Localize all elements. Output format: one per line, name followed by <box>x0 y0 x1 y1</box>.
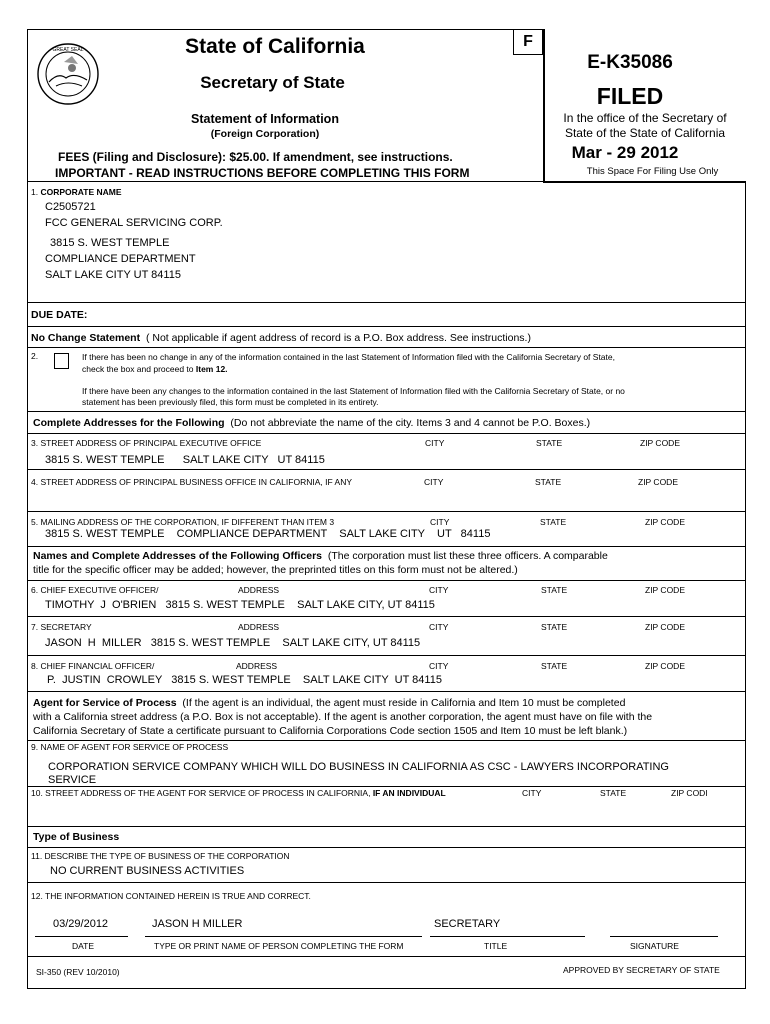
filing-date: Mar - 29 2012 <box>571 143 679 162</box>
item11-value: NO CURRENT BUSINESS ACTIVITIES <box>50 865 245 877</box>
divider <box>28 546 746 547</box>
item5-state-header: STATE <box>540 517 567 527</box>
item3-zip-header: ZIP CODE <box>640 438 680 448</box>
divider <box>28 786 746 787</box>
item9-value-line1: CORPORATION SERVICE COMPANY WHICH WILL DO BUSINESS IN CALIFORNIA AS CSC - LAWYERS INCORPORATING <box>48 761 669 773</box>
corporate-addr2: COMPLIANCE DEPARTMENT <box>45 253 196 265</box>
item6-label: 6. CHIEF EXECUTIVE OFFICER/ <box>31 585 159 595</box>
item8-state-header: STATE <box>541 661 568 671</box>
officers-heading-line2: title for the specific officer may be added; however, the preprinted titles on this form must not be altered.) <box>33 564 518 576</box>
item7-address-header: ADDRESS <box>238 622 280 632</box>
fees-line: FEES (Filing and Disclosure): $25.00. If amendment, see instructions. <box>58 150 453 164</box>
cert-name-label: TYPE OR PRINT NAME OF PERSON COMPLETING THE FORM <box>154 941 404 951</box>
no-change-text1: If there has been no change in any of the information contained in the last Statement of Information filed with the California Secretary of State, <box>82 352 615 362</box>
item8-value: P. JUSTIN CROWLEY 3815 S. WEST TEMPLE SALT LAKE CITY UT 84115 <box>47 674 442 686</box>
item6-zip-header: ZIP CODE <box>645 585 685 595</box>
item3-value: 3815 S. WEST TEMPLE SALT LAKE CITY UT 84115 <box>45 454 325 466</box>
divider <box>28 302 746 303</box>
item4-zip-header: ZIP CODE <box>638 477 678 487</box>
item5-value: 3815 S. WEST TEMPLE COMPLIANCE DEPARTMENT SALT LAKE CITY UT 84115 <box>45 528 491 540</box>
office-title: Secretary of State <box>200 73 345 92</box>
form-subtitle: (Foreign Corporation) <box>210 128 320 140</box>
cert-title-label: TITLE <box>484 941 508 951</box>
corporate-name: FCC GENERAL SERVICING CORP. <box>45 217 223 229</box>
item7-label: 7. SECRETARY <box>31 622 92 632</box>
item2-num: 2. <box>31 351 39 361</box>
divider <box>28 956 746 957</box>
signature-line <box>610 936 718 937</box>
item3-label: 3. STREET ADDRESS OF PRINCIPAL EXECUTIVE OFFICE <box>31 438 262 448</box>
approved-note: APPROVED BY SECRETARY OF STATE <box>563 965 720 975</box>
filing-use-note: This Space For Filing Use Only <box>586 166 719 177</box>
addresses-heading: Complete Addresses for the Following (Do not abbreviate the name of the city. Items 3 and 4 cannot be P.O. Boxes.) <box>33 417 591 429</box>
no-change-text2: check the box and proceed to Item 12. <box>82 364 228 374</box>
item10-state-header: STATE <box>600 788 627 798</box>
item6-address-header: ADDRESS <box>238 585 280 595</box>
no-change-text3: If there have been any changes to the information contained in the last Statement of Information filed with the California Secretary of State, or no <box>82 386 625 396</box>
item6-value: TIMOTHY J O'BRIEN 3815 S. WEST TEMPLE SALT LAKE CITY, UT 84115 <box>45 599 435 611</box>
item5-label: 5. MAILING ADDRESS OF THE CORPORATION, IF DIFFERENT THAN ITEM 3 <box>31 517 335 527</box>
cert-name-value: JASON H MILLER <box>152 918 243 930</box>
corporate-addr3: SALT LAKE CITY UT 84115 <box>45 269 181 281</box>
divider <box>28 511 746 512</box>
due-date-label: DUE DATE: <box>31 309 88 321</box>
divider <box>543 182 746 183</box>
item1-label: 1. CORPORATE NAME <box>31 187 122 197</box>
item9-value-line2: SERVICE <box>48 774 97 785</box>
title-signature-line <box>430 936 585 937</box>
item10-zip-header: ZIP CODI <box>671 788 708 798</box>
cert-signature-label: SIGNATURE <box>630 941 679 951</box>
item8-zip-header: ZIP CODE <box>645 661 685 671</box>
item7-state-header: STATE <box>541 622 568 632</box>
no-change-heading: No Change Statement ( Not applicable if agent address of record is a P.O. Box address. See instructions.) <box>31 332 531 344</box>
item8-address-header: ADDRESS <box>236 661 278 671</box>
divider <box>28 616 746 617</box>
agent-line2: with a California street address (a P.O. Box is not acceptable). If the agent is another corporation, the agent must have on file with the <box>33 711 653 723</box>
form-id: SI-350 (REV 10/2010) <box>36 967 120 977</box>
item10-label: 10. STREET ADDRESS OF THE AGENT FOR SERVICE OF PROCESS IN CALIFORNIA, IF AN INDIVIDUAL <box>31 788 446 798</box>
filing-status: FILED <box>596 83 664 109</box>
divider <box>28 469 746 470</box>
item4-city-header: CITY <box>424 477 444 487</box>
item5-zip-header: ZIP CODE <box>645 517 685 527</box>
no-change-text4: statement has been previously filed, this form must be completed in its entirety. <box>82 397 379 407</box>
item8-label: 8. CHIEF FINANCIAL OFFICER/ <box>31 661 155 671</box>
no-change-checkbox[interactable] <box>54 353 69 369</box>
item9-label: 9. NAME OF AGENT FOR SERVICE OF PROCESS <box>31 742 229 752</box>
divider <box>28 326 746 327</box>
item10-city-header: CITY <box>522 788 542 798</box>
form-letter-box: F <box>513 30 543 55</box>
divider <box>28 580 746 581</box>
item7-value: JASON H MILLER 3815 S. WEST TEMPLE SALT LAKE CITY, UT 84115 <box>45 637 421 649</box>
business-heading: Type of Business <box>33 831 120 843</box>
item5-city-header: CITY <box>430 517 450 527</box>
divider <box>28 433 746 434</box>
divider <box>28 411 746 412</box>
filing-office-line1: In the office of the Secretary of <box>563 111 727 125</box>
item4-state-header: STATE <box>535 477 562 487</box>
divider <box>28 691 746 692</box>
officers-heading: Names and Complete Addresses of the Following Officers (The corporation must list these three officers. A comparable <box>33 550 608 562</box>
svg-text:GREAT SEAL: GREAT SEAL <box>52 47 84 53</box>
name-signature-line <box>145 936 422 937</box>
item6-state-header: STATE <box>541 585 568 595</box>
filing-number: E-K35086 <box>587 52 673 73</box>
state-title: State of California <box>185 35 365 58</box>
corporate-addr1: 3815 S. WEST TEMPLE <box>50 237 170 249</box>
item3-state-header: STATE <box>536 438 563 448</box>
cert-date-label: DATE <box>72 941 95 951</box>
date-signature-line <box>35 936 128 937</box>
agent-line3: California Secretary of State a certificate pursuant to California Corporations Code section 1505 and Item 10 must be left blank.) <box>33 725 628 737</box>
item3-city-header: CITY <box>425 438 445 448</box>
divider <box>28 847 746 848</box>
item7-city-header: CITY <box>429 622 449 632</box>
important-line: IMPORTANT - READ INSTRUCTIONS BEFORE COMPLETING THIS FORM <box>55 166 470 180</box>
cert-date-value: 03/29/2012 <box>53 918 109 930</box>
item4-label: 4. STREET ADDRESS OF PRINCIPAL BUSINESS OFFICE IN CALIFORNIA, IF ANY <box>31 477 353 487</box>
form-title: Statement of Information <box>191 112 339 126</box>
item6-city-header: CITY <box>429 585 449 595</box>
divider <box>28 740 746 741</box>
agent-heading: Agent for Service of Process (If the agent is an individual, the agent must reside in California and Item 10 must be completed <box>33 697 626 709</box>
corporate-number: C2505721 <box>45 201 96 213</box>
cert-title-value: SECRETARY <box>434 918 501 930</box>
divider <box>28 655 746 656</box>
divider <box>28 347 746 348</box>
item11-label: 11. DESCRIBE THE TYPE OF BUSINESS OF THE CORPORATION <box>31 851 290 861</box>
divider <box>28 882 746 883</box>
item8-city-header: CITY <box>429 661 449 671</box>
divider <box>28 826 746 827</box>
item12-label: 12. THE INFORMATION CONTAINED HEREIN IS TRUE AND CORRECT. <box>31 891 311 901</box>
item7-zip-header: ZIP CODE <box>645 622 685 632</box>
filing-office-line2: State of the State of California <box>564 126 726 140</box>
